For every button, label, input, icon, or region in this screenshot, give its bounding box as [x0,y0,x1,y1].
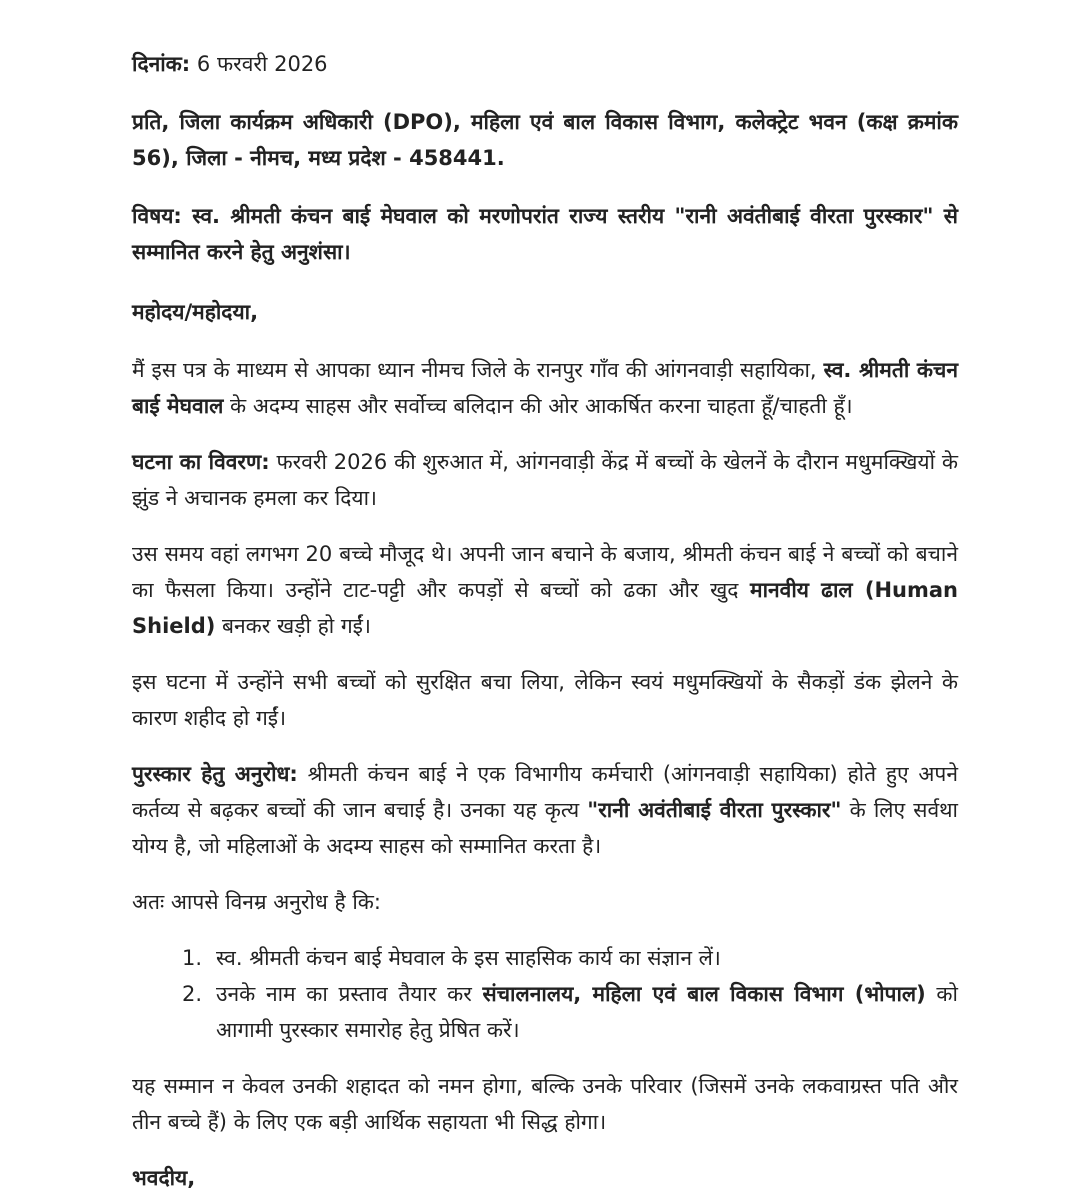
sign-off: भवदीय, [132,1166,196,1190]
rescue-text-start: उस समय वहां लगभग 20 बच्चे मौजूद थे। अपनी जान बचाने के बजाय, श्रीमती कंचन बाई ने बच्चों को बचाने का फैसला किया। उन्होंने टाट-पट्टी और कपड़ों से बच्चों को ढका और खुद [132,542,958,602]
request-text-end: के लिए सर्वथा योग्य है, जो महिलाओं के अदम्य साहस को सम्मानित करता है। [132,798,958,858]
list-item [132,976,958,1048]
list-item-text: स्व. श्रीमती कंचन बाई मेघवाल के इस साहसिक कार्य का संज्ञान लें। [216,946,721,970]
date-value: 6 फरवरी 2026 [196,52,328,76]
request-list [132,940,958,1048]
incident-paragraph [132,444,958,516]
award-name: "रानी अवंतीबाई वीरता पुरस्कार" [587,798,842,822]
date-line [132,46,958,82]
rescue-text-end: बनकर खड़ी हो गईं। [215,614,371,638]
rescue-paragraph [132,536,958,644]
recipient-address: प्रति, जिला कार्यक्रम अधिकारी (DPO), महिला एवं बाल विकास विभाग, कलेक्ट्रेट भवन (कक्ष क्रमांक 56), जिला - नीमच, मध्य प्रदेश - 458441. [132,110,958,170]
intro-paragraph [132,352,958,424]
human-shield-phrase: मानवीय ढाल (Human Shield) [132,578,958,638]
directorate-name: संचालनालय, महिला एवं बाल विकास विभाग (भोपाल) [482,982,926,1006]
incident-text: फरवरी 2026 की शुरुआत में, आंगनवाड़ी केंद्र में बच्चों के खेलनें के दौरान मधुमक्खियों के झुंड ने अचानक हमला कर दिया। [132,450,958,510]
intro-text-start: मैं इस पत्र के माध्यम से आपका ध्यान नीमच जिले के रानपुर गाँव की आंगनवाड़ी सहायिका, [132,358,824,382]
list-number: 2. [182,982,203,1006]
list-item [132,940,958,976]
request-text-start: श्रीमती कंचन बाई ने एक विभागीय कर्मचारी (आंगनवाड़ी सहायिका) होते हुए अपने कर्तव्य से बढ़कर बच्चों की जान बचाई है। उनका यह कृत्य [132,762,959,822]
date-label: दिनांक: [132,52,191,76]
incident-label: घटना का विवरण: [132,450,270,474]
subject-line: विषय: स्व. श्रीमती कंचन बाई मेघवाल को मरणोपरांत राज्य स्तरीय "रानी अवंतीबाई वीरता पुरस्कार" से सम्मानित करने हेतु अनुशंसा। [132,204,958,264]
sacrifice-paragraph: इस घटना में उन्होंने सभी बच्चों को सुरक्षित बचा लिया, लेकिन स्वयं मधुमक्खियों के सैकड़ों डंक झेलने के कारण शहीद हो गईं। [132,670,958,730]
intro-text-end: के अदम्य साहस और सर्वोच्च बलिदान की ओर आकर्षित करना चाहता हूँ/चाहती हूँ। [223,394,853,418]
request-paragraph [132,756,958,864]
list-item-text-start: उनके नाम का प्रस्ताव तैयार कर [216,982,483,1006]
list-item-text-end: को आगामी पुरस्कार समारोह हेतु प्रेषित करें। [216,982,958,1042]
honoree-name: स्व. श्रीमती कंचन बाई मेघवाल [132,358,958,418]
list-number: 1. [182,946,203,970]
request-label: पुरस्कार हेतु अनुरोध: [132,762,298,786]
salutation: महोदय/महोदया, [132,300,259,324]
plea-intro: अतः आपसे विनम्र अनुरोध है कि: [132,890,381,914]
closing-paragraph: यह सम्मान न केवल उनकी शहादत को नमन होगा, बल्कि उनके परिवार (जिसमें उनके लकवाग्रस्त पति और तीन बच्चे हैं) के लिए एक बड़ी आर्थिक सहायता भी सिद्ध होगा। [132,1074,958,1134]
